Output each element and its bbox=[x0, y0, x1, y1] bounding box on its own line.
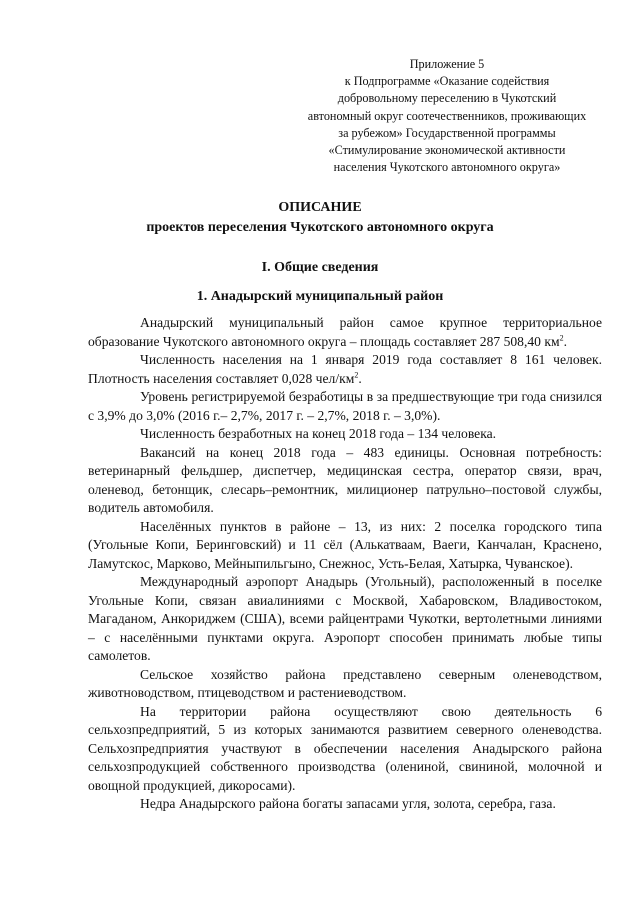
superscript: 2 bbox=[559, 332, 564, 342]
appendix-line: к Подпрограмме «Оказание содействия bbox=[344, 74, 550, 89]
superscript: 2 bbox=[354, 369, 359, 379]
appendix-note bbox=[290, 56, 604, 176]
appendix-line: Приложение 5 bbox=[409, 57, 485, 71]
paragraph-end: . bbox=[358, 370, 362, 386]
paragraph-settlements: Населённых пунктов в районе – 13, из них: 2 поселка городского типа (Угольные Копи, Беринговский) и 11 сёл (Алькатваам, Ваеги, Канчалан, Краснено, Ламутскос, Марково, Мейныпильгыно, Снежнос, Усть-Белая, Хатырка, Чуванское). bbox=[88, 518, 602, 571]
appendix-line: за рубежом» Государственной программы bbox=[338, 125, 556, 140]
appendix-line: «Стимулирование экономической активности bbox=[328, 143, 566, 158]
document-body bbox=[88, 314, 602, 814]
paragraph-vacancies: Вакансий на конец 2018 года – 483 единицы. Основная потребность: ветеринарный фельдшер, диспетчер, медицинская сестра, оператор связи, врач, оленевод, бетонщик, слесарь–ремонтник, милиционер патрульно–постовой службы, водитель автомобиля. bbox=[88, 444, 602, 515]
paragraph-enterprises: На территории района осуществляют свою деятельность 6 сельхозпредприятий, 5 из которых занимаются развитием северного оленеводства. Сельхозпредприятия участвуют в обеспечении населения Анадырского района сельхозпродукцией собственного производства (олениной, свининой, молочной и овощной продукцией, дикоросами). bbox=[88, 703, 602, 793]
appendix-line: населения Чукотского автономного округа» bbox=[333, 160, 561, 175]
appendix-line: автономный округ соотечественников, проживающих bbox=[307, 108, 587, 123]
paragraph-unemployment-rate: Уровень регистрируемой безработицы в за предшествующие три года снизился с 3,9% до 3,0% (2016 г.– 2,7%, 2017 г. – 2,7%, 2018 г. – 3,0%). bbox=[88, 389, 602, 423]
appendix-line: добровольному переселению в Чукотский bbox=[337, 91, 557, 106]
paragraph-population-text: Численность населения на 1 января 2019 года составляет 8 161 человек. Плотность населения составляет 0,028 чел/км bbox=[88, 352, 602, 386]
paragraph-unemployed-count: Численность безработных на конец 2018 года – 134 человека. bbox=[140, 426, 497, 441]
paragraph-area bbox=[88, 314, 602, 351]
paragraph-population bbox=[88, 351, 602, 388]
district-heading: 1. Анадырский муниципальный район bbox=[196, 289, 444, 304]
document-subtitle: проектов переселения Чукотского автономного округа bbox=[146, 220, 494, 235]
paragraph-end: . bbox=[563, 333, 567, 349]
paragraph-airport: Международный аэропорт Анадырь (Угольный), расположенный в поселке Угольные Копи, связан авиалиниями с Москвой, Хабаровском, Владивостоком, Магаданом, Анкориджем (США), всеми райцентрами Чукотки, вертолетными линиями – с населёнными пунктами округа. Аэропорт способен принимать любые типы самолетов. bbox=[88, 574, 602, 663]
document-title: ОПИСАНИЕ bbox=[278, 200, 362, 215]
paragraph-resources: Недра Анадырского района богаты запасами угля, золота, серебра, газа. bbox=[140, 796, 556, 811]
paragraph-agriculture: Сельское хозяйство района представлено северным оленеводством, животноводством, птицеводством и растениеводством. bbox=[88, 666, 602, 700]
paragraph-area-text: Анадырский муниципальный район самое крупное территориальное образование Чукотского автономного округа – площадь составляет 287 508,40 км bbox=[88, 315, 602, 349]
section-heading: I. Общие сведения bbox=[261, 260, 379, 275]
